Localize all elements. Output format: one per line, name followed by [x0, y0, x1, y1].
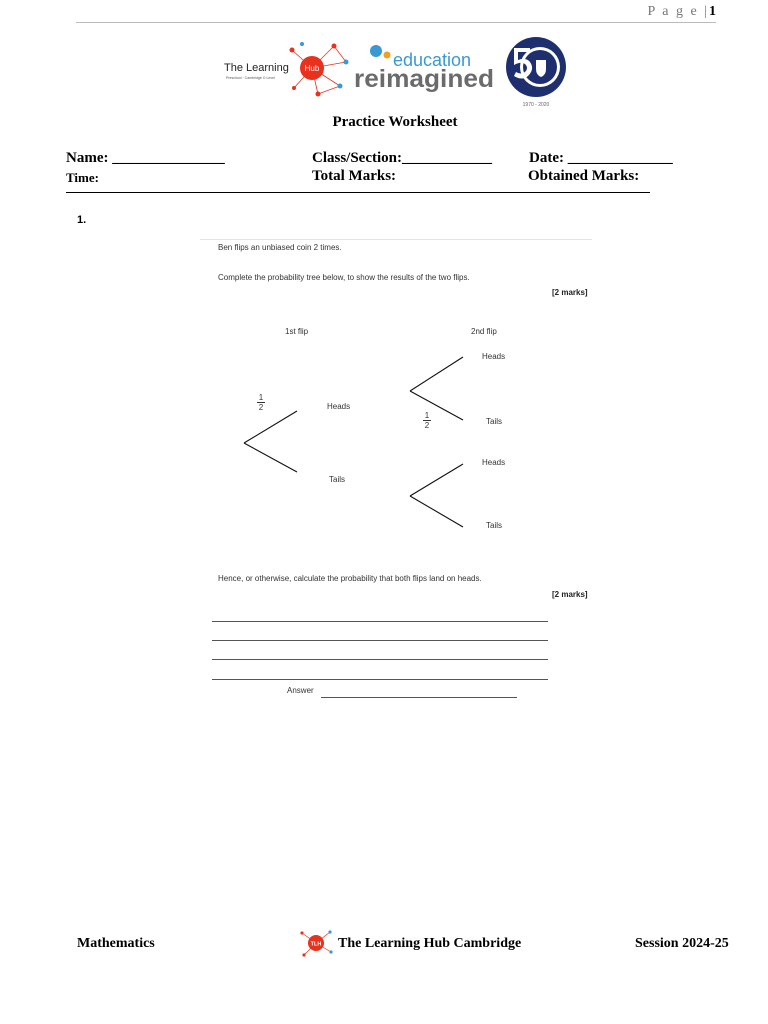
answer-working-line[interactable]	[212, 679, 548, 680]
footer-session: Session 2024-25	[635, 936, 729, 951]
question-intro: Ben flips an unbiased coin 2 times.	[218, 243, 342, 252]
second-heads-top-label: Heads	[482, 352, 506, 361]
footer-subject: Mathematics	[77, 936, 155, 951]
second-tails-top-label: Tails	[486, 417, 503, 426]
logo-wordmark: The Learning	[224, 62, 289, 74]
footer-logo-badge: TLH	[310, 941, 322, 948]
page-number: 1	[709, 4, 716, 19]
branch-first-tails	[244, 443, 297, 472]
question-instruction: Complete the probability tree below, to show the results of the two flips.	[218, 273, 470, 282]
education-reimagined-logo	[352, 42, 498, 94]
learning-hub-logo	[222, 40, 352, 98]
first-flip-label: 1st flip	[285, 327, 309, 336]
logo-education-text: education	[393, 50, 472, 70]
worksheet-title: Practice Worksheet	[332, 114, 458, 130]
first-heads-label: Heads	[327, 402, 351, 411]
second-heads-bottom-label: Heads	[482, 458, 506, 467]
answer-line[interactable]	[321, 697, 517, 698]
fifty-years-logo	[500, 36, 570, 108]
prob-first-heads-fraction: 1 2	[258, 393, 264, 412]
probability-tree-branches	[200, 236, 600, 706]
anniversary-years: 1970 - 2020	[522, 102, 550, 108]
header-divider	[76, 22, 716, 23]
marks-label-2: [2 marks]	[552, 590, 588, 599]
question-part-b: Hence, or otherwise, calculate the probability that both flips land on heads.	[218, 574, 482, 583]
fields-divider	[66, 192, 650, 193]
branch-second-tails-top	[410, 391, 463, 420]
logo-badge-text: Hub	[304, 64, 320, 73]
prob-second-tails-fraction: 1 2	[424, 411, 430, 430]
question-sheet	[200, 236, 600, 706]
first-tails-label: Tails	[329, 475, 346, 484]
blue-dot-icon	[370, 45, 382, 57]
logo-tagline: Preschool · Cambridge O Level	[226, 76, 275, 80]
logo-reimagined-text: reimagined	[354, 65, 494, 93]
question-number: 1.	[77, 214, 87, 226]
answer-label: Answer	[287, 686, 314, 695]
marks-label-1: [2 marks]	[552, 288, 588, 297]
learning-hub-network-graphic	[222, 40, 352, 98]
answer-working-line[interactable]	[212, 621, 548, 622]
branch-second-heads-bottom	[410, 464, 463, 496]
time-field: Time:	[66, 170, 99, 185]
page-number-label: P a g e |1	[647, 4, 716, 19]
footer-school	[300, 936, 521, 952]
branch-first-heads	[244, 411, 297, 443]
footer-tlh-logo-icon	[298, 928, 334, 958]
answer-working-line[interactable]	[212, 640, 548, 641]
footer-school-name: The Learning Hub Cambridge	[338, 936, 522, 951]
orange-dot-icon	[384, 52, 391, 59]
obtained-marks-field: Obtained Marks:	[528, 168, 640, 184]
date-field: Date: ______________	[529, 150, 673, 166]
second-flip-label: 2nd flip	[471, 327, 497, 336]
answer-working-line[interactable]	[212, 659, 548, 660]
second-tails-bottom-label: Tails	[486, 521, 503, 530]
branch-second-tails-bottom	[410, 496, 463, 527]
name-field: Name: _______________	[66, 150, 225, 166]
class-section-field: Class/Section:____________	[312, 150, 492, 166]
branch-second-heads-top	[410, 357, 463, 391]
total-marks-field: Total Marks:	[312, 168, 397, 184]
